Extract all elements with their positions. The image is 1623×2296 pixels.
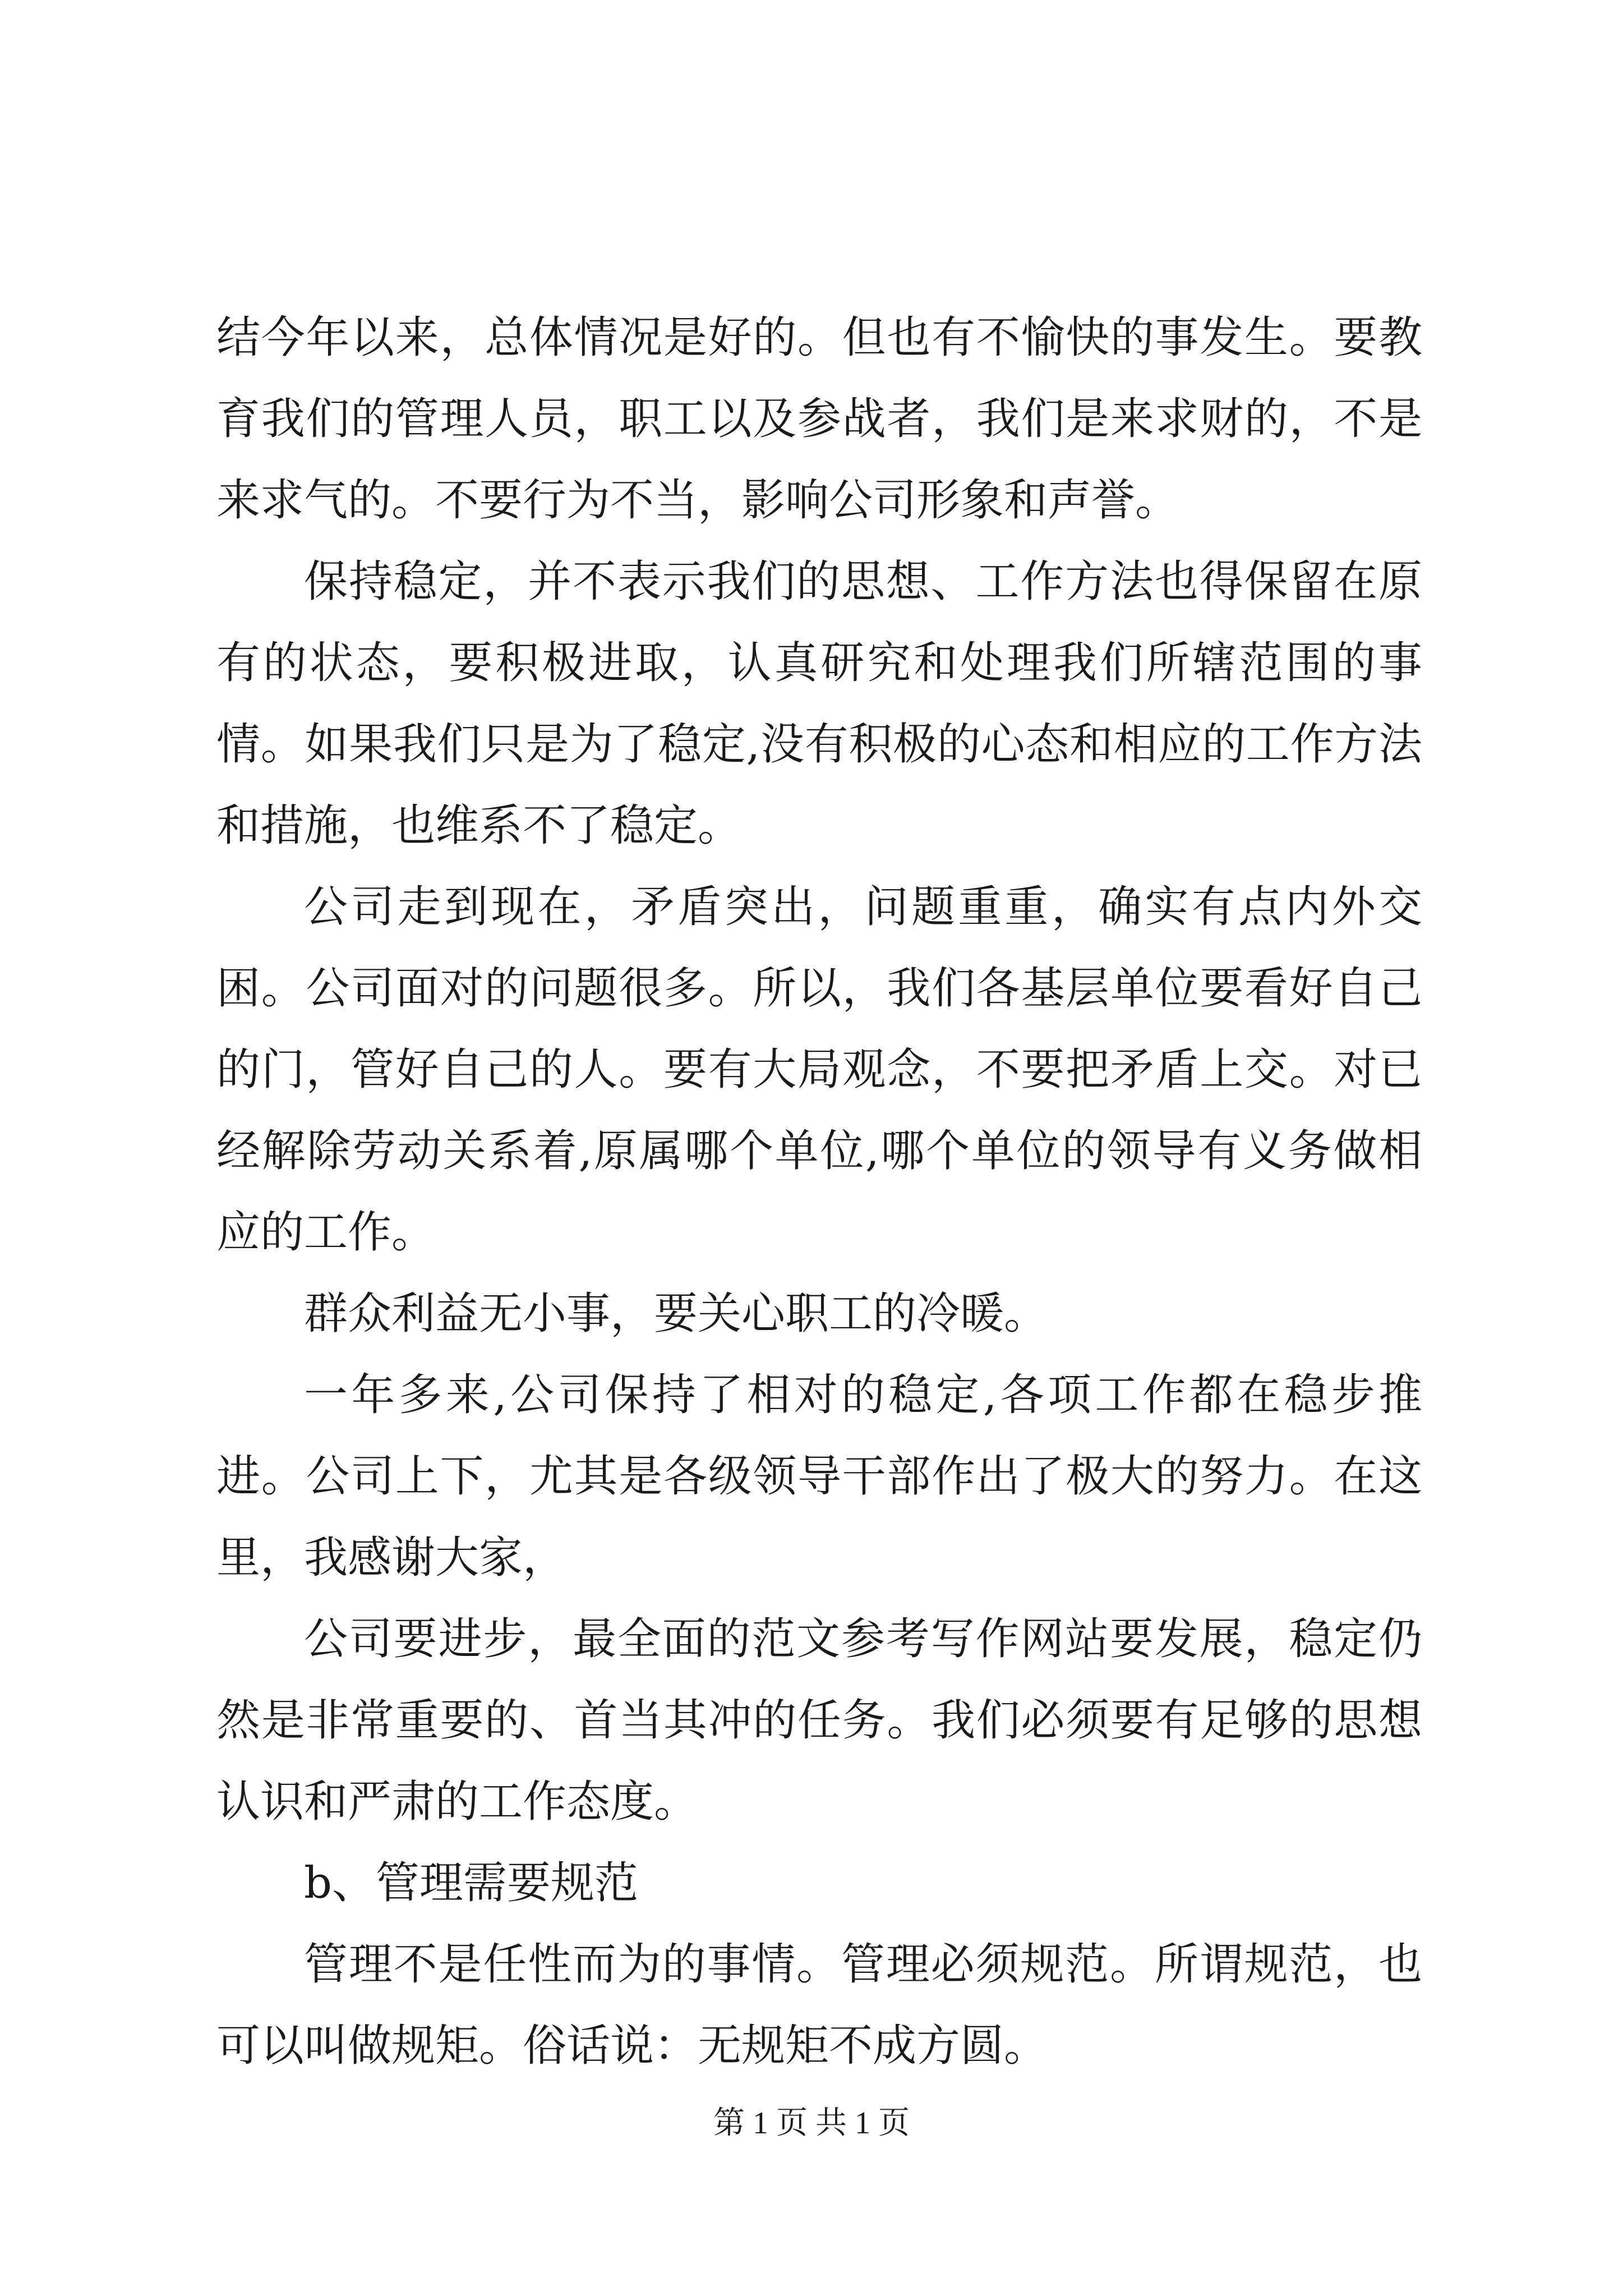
paragraph-5: 一年多来,公司保持了相对的稳定,各项工作都在稳步推进。公司上下，尤其是各级领导干部作出了极大的努力。在这里，我感谢大家， [216, 1370, 1422, 1583]
paragraph-7: 管理不是任性而为的事情。管理必须规范。所谓规范，也可以叫做规矩。俗话说：无规矩不成方圆。 [216, 1939, 1422, 2071]
page-number-label: 第 1 页 共 1 页 [713, 2106, 910, 2141]
paragraph-2: 保持稳定，并不表示我们的思想、工作方法也得保留在原有的状态，要积极进取，认真研究和处理我们所辖范围的事情。如果我们只是为了稳定,没有积极的心态和相应的工作方法和措施，也维系不了稳定。 [216, 556, 1422, 851]
paragraph-3: 公司走到现在，矛盾突出，问题重重，确实有点内外交困。公司面对的问题很多。所以，我们各基层单位要看好自己的门，管好自己的人。要有大局观念，不要把矛盾上交。对已经解除劳动关系着,原属哪个单位,哪个单位的领导有义务做相应的工作。 [216, 882, 1422, 1258]
paragraph-4: 群众利益无小事，要关心职工的冷暖。 [304, 1289, 1048, 1339]
paragraph-1: 结今年以来，总体情况是好的。但也有不愉快的事发生。要教育我们的管理人员，职工以及参战者，我们是来求财的，不是来求气的。不要行为不当，影响公司形象和声誉。 [216, 312, 1422, 526]
paragraph-6: 公司要进步，最全面的范文参考写作网站要发展，稳定仍然是非常重要的、首当其冲的任务。我们必须要有足够的思想认识和严肃的工作态度。 [216, 1614, 1422, 1827]
document-body [216, 297, 1422, 2087]
page-footer [0, 2101, 1623, 2146]
section-heading: b、管理需要规范 [304, 1858, 638, 1908]
